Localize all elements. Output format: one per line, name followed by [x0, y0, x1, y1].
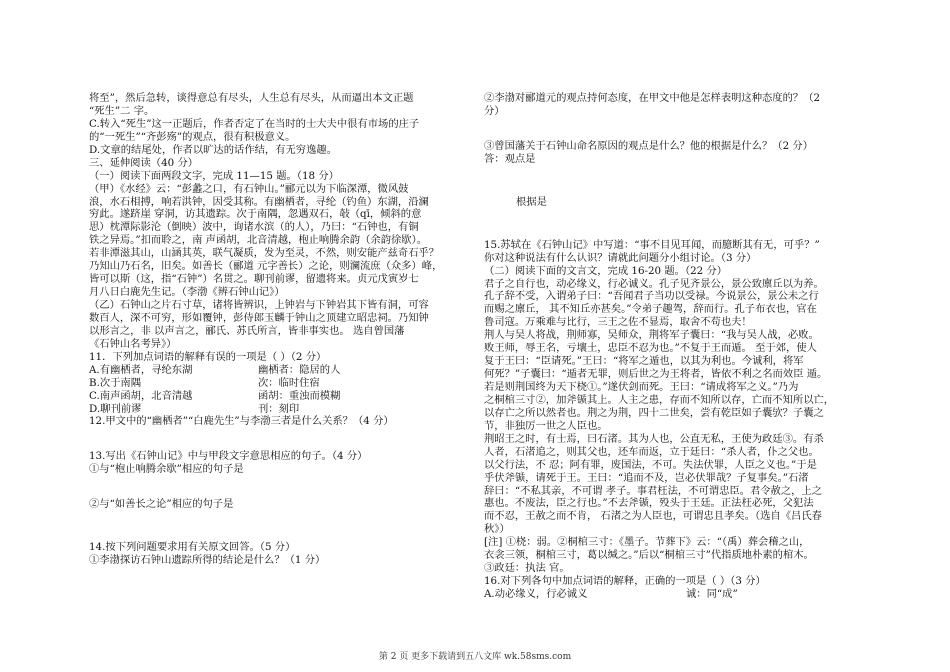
- passage-line: 而赐之廪丘， 其不知丘亦甚矣。”令弟子趣驾，辞而行。孔子布衣也，官在: [484, 303, 817, 316]
- passage-line: 月八日白鹿先生记。（李渤《辨石钟山记》）: [89, 286, 285, 299]
- passage-line: （二）阅读下面的文言文，完成 16-20 题。（22 分）: [484, 264, 728, 277]
- annotation-notes: [484, 536, 868, 575]
- passage-line: 秋》）: [484, 523, 510, 536]
- passage-line: 之桐棺三寸②，加斧锧其上。人主之患，存而不知所以存，亡而不知所以亡，: [484, 393, 835, 406]
- option-text: B.次于南隅: [89, 376, 142, 389]
- q11-option-a: [89, 364, 473, 377]
- answer-basis-label: 根据是: [516, 195, 547, 208]
- option-explanation: 诚：同“成”: [686, 588, 738, 600]
- passage-line: （一）阅读下面两段文字，完成 11—15 题。（18 分）: [89, 169, 339, 182]
- note-line: ③政廷：执法 官。: [484, 562, 570, 575]
- right-column: [484, 92, 868, 601]
- answer-space: [89, 476, 473, 498]
- passage-line: 复于王曰：“臣请死。”王曰：“将军之遁也，以其为利也。今诚利，将军: [484, 355, 804, 368]
- option-explanation: 函胡：重浊而模糊: [258, 389, 341, 402]
- question-14-part-1: ①李渤探访石钟山遗踪所得的结论是什么？（1 分）: [89, 554, 326, 567]
- note-line: 衣衾三领，桐棺三寸，葛以缄之。”后以“桐棺三寸”代指质地朴素的棺木。: [484, 549, 814, 562]
- option-explanation: 次：临时住宿: [258, 376, 320, 389]
- option-text: C.南声函胡，北音清越: [89, 389, 193, 402]
- option-text: A.有幽栖者，寻纶东湖: [89, 363, 193, 376]
- passage-line: 荆昭王之时，有士焉，曰石渚。其为人也，公直无私，王使为政廷③。有杀: [484, 432, 824, 445]
- passage-line: 的“一死生”“齐彭殇”的观点，很有积极意义。: [89, 130, 296, 143]
- question-12: 12.甲文中的“幽栖者”“白鹿先生”与李渤三者是什么关系？（4 分）: [89, 415, 394, 428]
- question-14-part-2: [484, 92, 868, 118]
- passage-line: 乃知山乃石名，旧矣。如善长（郦道 元字善长）之论，则澜流庶（众多）峰，: [89, 260, 443, 273]
- q11-option-c: [89, 390, 473, 403]
- passage-line: 将至”，然后急转，谈得意总有尽头，人生总有尽头，从而逼出本文正题: [89, 92, 414, 104]
- passage-line: 三、延伸阅读（40 分）: [89, 156, 199, 169]
- passage-line: 若是则荆国终为天下桡①。”遂伏剑而死。王曰：“请成将军之义。”乃为: [484, 381, 799, 393]
- passage-line: 数百人，深不可穷，形如覆钟，彭侍郎玉麟于钟山之顶建立昭忠祠。乃知钟: [89, 311, 429, 324]
- passage-line: 辞曰：“不私其亲，不可谓 孝子。事君枉法，不可谓忠臣。君令赦之，上之: [484, 484, 823, 497]
- passage-line: 11．下列加点词语的解释有误的一项是（ ）（2 分）: [89, 350, 327, 363]
- passage-line: 思）枕潭际影沦（倒映）波中，询诸水滨（的人），乃曰：“石钟也，有铜: [89, 221, 419, 234]
- passage-line: “死生”二 字。: [89, 104, 155, 117]
- question-14-part-3: ③曾国藩关于石钟山命名原因的观点是什么？他的根据是什么？（2 分）: [484, 139, 814, 152]
- passage-line: 以存亡之所以然者也。荆之为荆，四十二世矣，尝有乾臣如子囊欤？子囊之: [484, 406, 824, 419]
- passage-line: （甲）《水经》云：“彭蠡之口，有石钟山。”郦元以为下临深潭，微风鼓: [89, 182, 409, 195]
- passage-line: 惠也。不废法，臣之行也。”不去斧锧，殁头于王廷。正法枉必死，父犯法: [484, 497, 814, 510]
- question-line: ②李渤对郦道元的观点持何态度，在甲文中他是怎样表明这种态度的？（2: [484, 92, 821, 104]
- q11-option-b: [89, 377, 473, 390]
- option-text: D.聊刊前谬: [89, 402, 142, 415]
- passage-line: 而不忍，王赦之而不肯， 石渚之为人臣也，可谓忠且孝矣。（选自《吕氏春: [484, 510, 822, 523]
- answer-space: [89, 428, 473, 450]
- answer-space: [484, 166, 868, 196]
- passage-line: 浪，水石相搏，响若洪钟，因受其称。有幽栖者，寻纶（钓鱼）东湖，沿澜: [89, 195, 429, 208]
- passage-block-right: [484, 265, 868, 537]
- passage-line: 皆可以斯（这，指“石钟”）名贯之。聊刊前谬，留遗将来。贞元戊寅岁七: [89, 273, 419, 286]
- question-line: 15.苏轼在《石钟山记》中写道：“事不目见耳闻，而臆断其有无，可乎？”: [484, 238, 820, 251]
- answer-space: [89, 511, 473, 541]
- passage-line: 人者，石渚追之，则其父也，还车而返，立于廷曰：“杀人者，仆之父也。: [484, 445, 819, 458]
- question-15: [484, 239, 868, 265]
- passage-line: 以父行法，不 忍；阿有罪，废国法，不可。失法伏罪，人臣之义也。”于是: [484, 458, 817, 471]
- answer-viewpoint-label: 答：观点是: [484, 152, 536, 165]
- passage-line: 穷此。遂跻崖 穿洞，访其遗踪。次于南隅，忽遇双石，敧（qī，倾斜的意: [89, 208, 422, 221]
- question-line: 分）: [484, 104, 505, 117]
- passage-line: 鲁司寇。万乘难与比行，三王之佐不显焉，取舍不苟也夫！: [484, 316, 752, 329]
- passage-line: 孔子辞不受，入谓弟子曰：“吾闻君子当功以受禄。今说景公，景公未之行: [484, 290, 819, 303]
- q11-option-d: [89, 403, 473, 416]
- answer-space: [484, 118, 868, 140]
- passage-line: 铁之异焉。”扣而聆之，南 声函胡，北音清越，枹止响腾余韵（余韵徐歇）。: [89, 234, 428, 247]
- option-explanation: 刊：刻印: [258, 402, 300, 415]
- question-13-part-1: ①与“枹止响腾余歇”相应的句子是: [89, 463, 244, 476]
- passage-line: （乙）石钟山之片石寸草，诸将皆辨识，上钟岩与下钟岩其下皆有洞，可容: [89, 299, 429, 311]
- left-column: [89, 92, 473, 567]
- passage-line: 荆人与吴人将战，荆师寡，吴师众，荆将军子囊曰：“我与吴人战，必败。: [484, 329, 819, 342]
- passage-line: 君子之自行也，动必缘义，行必诚义。孔子见齐景公，景公致廪丘以为养。: [484, 277, 824, 290]
- passage-line: D.文章的结尾处，作者以旷达的话作结，有无穷逸趣。: [89, 143, 337, 156]
- q16-option-a: [484, 588, 868, 601]
- passage-line: 以形言之，非 以声言之，郦氏、苏氏所言，皆非事实也。 选自曾国藩: [89, 324, 405, 337]
- passage-line: C.转入“死生”这一正题后，作者否定了在当时的士大夫中很有市场的庄子: [89, 117, 420, 130]
- passage-block-left: [89, 92, 473, 364]
- page-footer: 第 2 页 更多下载请到五八文库 wk.58sms.com: [378, 652, 572, 662]
- passage-line: 败王师，辱王名，亏壤土，忠臣不忍为也。”不复于王而遁。 至于郊，使人: [484, 342, 817, 355]
- note-line: [注] ①桡：弱。②桐棺三寸：《墨子。节葬下》云：“（禹）葬会稽之山，: [484, 536, 810, 549]
- question-16: 16.对下列各句中加点词语的解释，正确的一项是（ ）（3 分）: [484, 575, 766, 588]
- q11-options: [89, 364, 473, 416]
- passage-line: 若非潭滋其山，山涵其英，联气凝质，发为至灵，不然，则安能产兹奇石乎？: [89, 247, 440, 260]
- question-13-part-2: ②与“如善长之论”相应的句子是: [89, 498, 234, 511]
- option-explanation: 幽栖者：隐居的人: [258, 363, 341, 376]
- question-13: 13.写出《石钟山记》中与甲段文字意思相应的句子。（4 分）: [89, 450, 368, 463]
- passage-line: 何死？”子囊曰：“遁者无罪，则后世之为王将者，皆依不利之名而效臣 遁。: [484, 368, 828, 381]
- question-14: 14.按下列问题要求用有关原文回答。（5 分）: [89, 541, 296, 554]
- answer-space: [484, 209, 868, 239]
- passage-line: 节，非独厉一世之人臣也。: [484, 419, 608, 432]
- passage-line: 《石钟山名考异》）: [89, 337, 177, 350]
- passage-line: 乎伏斧锧，请死于王。王曰：“追而不及，岂必伏罪哉？子复事矣。”石渚: [484, 471, 809, 484]
- option-text: A.动必缘义，行必诚义: [484, 588, 588, 600]
- question-line: 你对这种说法有什么认识？请就此问题分小组讨论。（3 分）: [484, 251, 757, 264]
